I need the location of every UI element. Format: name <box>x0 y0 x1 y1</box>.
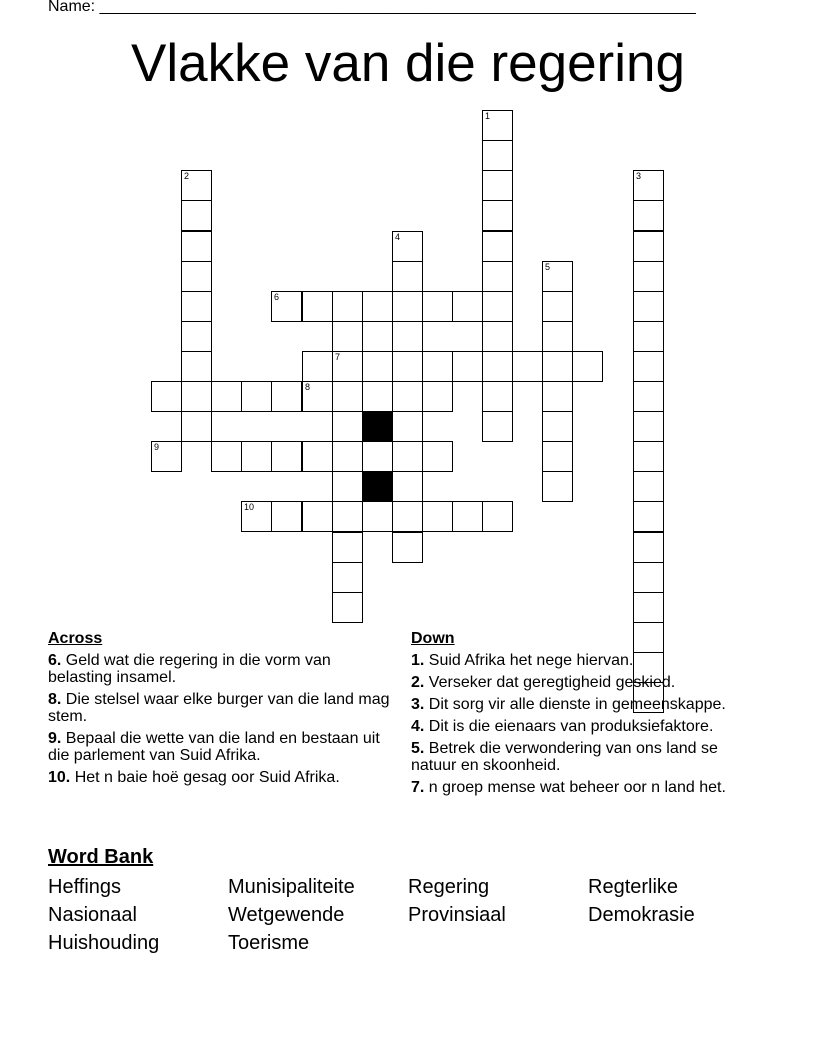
crossword-cell[interactable] <box>332 471 363 502</box>
word-bank-heading: Word Bank <box>48 846 154 868</box>
crossword-cell[interactable] <box>211 381 242 412</box>
crossword-cell[interactable] <box>271 381 302 412</box>
crossword-cell[interactable] <box>181 261 212 292</box>
crossword-cell[interactable] <box>392 231 423 262</box>
crossword-cell[interactable] <box>633 562 664 593</box>
across-clue <box>48 730 393 764</box>
crossword-cell[interactable] <box>302 381 333 412</box>
word-bank-word: Regterlike <box>588 876 679 898</box>
clue-number-label: 7 <box>335 352 341 362</box>
clue-text: Bepaal die wette van die land en bestaan uit die parlement van Suid Afrika. <box>48 730 380 764</box>
crossword-cell[interactable] <box>633 532 664 563</box>
down-heading: Down <box>411 630 455 647</box>
across-clues <box>48 630 393 791</box>
crossword-cell[interactable] <box>151 381 182 412</box>
clue-number: 9. <box>48 730 62 747</box>
crossword-cell[interactable] <box>332 411 363 442</box>
crossword-cell[interactable] <box>302 291 333 322</box>
clue-text: Dit is die eienaars van produksiefaktore. <box>428 718 714 735</box>
clue-number-label: 10 <box>244 502 255 512</box>
crossword-cell[interactable] <box>633 441 664 472</box>
crossword-cell[interactable] <box>633 351 664 382</box>
across-clue <box>48 769 393 786</box>
clue-number-label: 1 <box>485 111 491 121</box>
crossword-cell[interactable] <box>542 381 573 412</box>
crossword-cell[interactable] <box>542 471 573 502</box>
crossword-cell[interactable] <box>482 140 513 171</box>
clue-text: Het n baie hoë gesag oor Suid Afrika. <box>74 769 340 786</box>
crossword-cell[interactable] <box>362 501 393 532</box>
clue-number: 2. <box>411 674 425 691</box>
crossword-cell[interactable] <box>633 261 664 292</box>
crossword-cell[interactable] <box>542 321 573 352</box>
crossword-cell[interactable] <box>332 381 363 412</box>
word-bank-word: Huishouding <box>48 932 160 954</box>
clue-text: Suid Afrika het nege hiervan. <box>428 652 634 669</box>
crossword-cell[interactable] <box>422 501 453 532</box>
crossword-cell[interactable] <box>482 261 513 292</box>
crossword-cell[interactable] <box>542 411 573 442</box>
crossword-cell[interactable] <box>572 351 603 382</box>
crossword-cell[interactable] <box>302 501 333 532</box>
crossword-cell[interactable] <box>633 291 664 322</box>
clue-number: 8. <box>48 691 62 708</box>
crossword-cell[interactable] <box>392 532 423 563</box>
clue-text: Geld wat die regering in die vorm van belasting insamel. <box>48 652 331 686</box>
down-clue <box>411 740 761 774</box>
crossword-cell[interactable] <box>542 261 573 292</box>
crossword-cell[interactable] <box>633 501 664 532</box>
word-bank-word: Munisipaliteite <box>228 876 355 898</box>
crossword-cell[interactable] <box>482 291 513 322</box>
crossword-cell[interactable] <box>362 291 393 322</box>
crossword-cell[interactable] <box>362 351 393 382</box>
crossword-cell[interactable] <box>392 411 423 442</box>
crossword-cell[interactable] <box>633 231 664 262</box>
crossword-cell[interactable] <box>633 200 664 231</box>
crossword-cell[interactable] <box>241 441 272 472</box>
clue-number-label: 4 <box>395 232 401 242</box>
crossword-cell[interactable] <box>482 381 513 412</box>
crossword-cell[interactable] <box>181 351 212 382</box>
crossword-cell[interactable] <box>482 170 513 201</box>
crossword-cell[interactable] <box>392 471 423 502</box>
crossword-cell[interactable] <box>422 381 453 412</box>
crossword-cell[interactable] <box>542 351 573 382</box>
crossword-cell[interactable] <box>332 321 363 352</box>
across-clue <box>48 691 393 725</box>
word-bank-word: Toerisme <box>228 932 310 954</box>
crossword-cell[interactable] <box>181 321 212 352</box>
crossword-cell[interactable] <box>302 441 333 472</box>
clue-number-label: 6 <box>274 292 280 302</box>
crossword-cell[interactable] <box>211 441 242 472</box>
crossword-cell[interactable] <box>271 291 302 322</box>
crossword-cell[interactable] <box>362 381 393 412</box>
crossword-cell[interactable] <box>392 321 423 352</box>
name-field-label: Name: ___________________________________________________________________ <box>48 0 696 15</box>
crossword-cell[interactable] <box>302 351 333 382</box>
crossword-cell[interactable] <box>151 441 182 472</box>
clue-number-label: 9 <box>154 442 160 452</box>
crossword-cell[interactable] <box>332 501 363 532</box>
page-title: Vlakke van die regering <box>131 34 685 93</box>
clue-number-label: 3 <box>636 171 642 181</box>
clue-number-label: 5 <box>545 262 551 272</box>
crossword-cell[interactable] <box>271 501 302 532</box>
crossword-cell[interactable] <box>422 291 453 322</box>
crossword-cell[interactable] <box>332 351 363 382</box>
across-heading: Across <box>48 630 103 647</box>
crossword-cell[interactable] <box>392 261 423 292</box>
clue-number: 10. <box>48 769 71 786</box>
crossword-cell[interactable] <box>482 501 513 532</box>
down-clue <box>411 674 761 691</box>
crossword-cell[interactable] <box>332 441 363 472</box>
clue-text: Verseker dat geregtigheid geskied. <box>428 674 676 691</box>
crossword-cell[interactable] <box>392 441 423 472</box>
crossword-cell[interactable] <box>181 231 212 262</box>
clue-number: 1. <box>411 652 425 669</box>
clue-text: n groep mense wat beheer oor n land het. <box>428 779 726 796</box>
crossword-cell[interactable] <box>422 441 453 472</box>
clue-number: 6. <box>48 652 62 669</box>
crossword-cell[interactable] <box>542 291 573 322</box>
down-clue <box>411 696 761 713</box>
clue-number: 3. <box>411 696 425 713</box>
crossword-cell[interactable] <box>392 291 423 322</box>
crossword-cell[interactable] <box>332 291 363 322</box>
clue-number: 4. <box>411 718 425 735</box>
crossword-cell[interactable] <box>181 200 212 231</box>
crossword-cell[interactable] <box>181 411 212 442</box>
word-bank-word: Regering <box>408 876 490 898</box>
crossword-cell[interactable] <box>181 381 212 412</box>
crossword-cell[interactable] <box>452 351 483 382</box>
crossword-cell[interactable] <box>633 321 664 352</box>
crossword-cell[interactable] <box>452 501 483 532</box>
clue-number-label: 8 <box>305 382 311 392</box>
clue-number-label: 2 <box>184 171 190 181</box>
clue-text: Betrek die verwondering van ons land se natuur en skoonheid. <box>411 740 718 774</box>
crossword-cell[interactable] <box>422 351 453 382</box>
clue-number: 5. <box>411 740 425 757</box>
crossword-cell[interactable] <box>633 471 664 502</box>
crossword-cell[interactable] <box>271 441 302 472</box>
crossword-cell[interactable] <box>452 291 483 322</box>
crossword-cell[interactable] <box>482 351 513 382</box>
crossword-cell[interactable] <box>241 501 272 532</box>
crossword-cell[interactable] <box>482 321 513 352</box>
word-bank-word: Wetgewende <box>228 904 345 926</box>
crossword-cell[interactable] <box>633 592 664 623</box>
down-clues <box>411 630 761 801</box>
crossword-cell[interactable] <box>392 501 423 532</box>
crossword-cell[interactable] <box>392 381 423 412</box>
down-clue <box>411 718 761 735</box>
crossword-cell[interactable] <box>633 381 664 412</box>
crossword-cell[interactable] <box>392 351 423 382</box>
down-clue <box>411 652 761 669</box>
crossword-block <box>362 411 393 442</box>
crossword-cell[interactable] <box>362 441 393 472</box>
clue-text: Dit sorg vir alle dienste in gemeenskappe. <box>428 696 726 713</box>
clue-number: 7. <box>411 779 425 796</box>
crossword-cell[interactable] <box>181 291 212 322</box>
crossword-cell[interactable] <box>181 170 212 201</box>
down-clue <box>411 779 761 796</box>
word-bank-word: Provinsiaal <box>408 904 506 926</box>
across-clue <box>48 652 393 686</box>
crossword-cell[interactable] <box>633 170 664 201</box>
crossword-cell[interactable] <box>241 381 272 412</box>
crossword-cell[interactable] <box>512 351 543 382</box>
crossword-cell[interactable] <box>332 532 363 563</box>
word-bank-word: Demokrasie <box>588 904 695 926</box>
crossword-cell[interactable] <box>482 411 513 442</box>
crossword-cell[interactable] <box>482 200 513 231</box>
crossword-cell[interactable] <box>542 441 573 472</box>
word-bank-word: Nasionaal <box>48 904 137 926</box>
crossword-cell[interactable] <box>482 110 513 141</box>
word-bank-word: Heffings <box>48 876 122 898</box>
crossword-cell[interactable] <box>332 592 363 623</box>
crossword-cell[interactable] <box>482 231 513 262</box>
crossword-cell[interactable] <box>633 411 664 442</box>
crossword-cell[interactable] <box>332 562 363 593</box>
crossword-block <box>362 471 393 502</box>
clue-text: Die stelsel waar elke burger van die land mag stem. <box>48 691 390 725</box>
